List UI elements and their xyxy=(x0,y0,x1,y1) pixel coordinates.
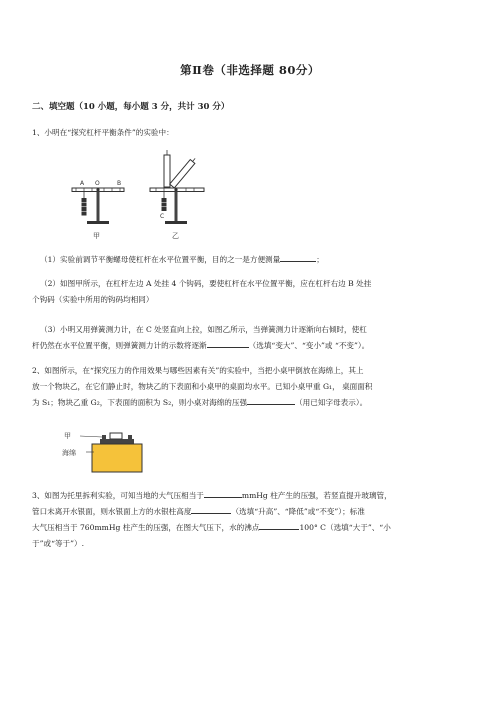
q3-line3: 大气压相当于 760mmHg 柱产生的压强，在图大气压下，水的沸点 100° C（选填“大于”、“小 xyxy=(32,520,477,536)
q1-sub2-line2: 个钩码（实验中所用的钩码均相同） xyxy=(32,295,154,304)
stand-pole-yi xyxy=(175,192,178,222)
answer-blank-q3-3[interactable] xyxy=(259,520,299,530)
label-sponge: 海绵 xyxy=(62,449,76,457)
lever-figure-jia xyxy=(72,180,124,240)
q3-line2: 管口未离开水银面，则水银面上方的水银柱高度 （选填“升高”、“降低”或“不变”）；标准 xyxy=(32,504,477,520)
q3-line1: 3、如图为托里拆利实验，可知当地的大气压相当于 mmHg 柱产生的压强，若竖直提升玻璃管， xyxy=(32,488,477,504)
stand-base-jia xyxy=(87,221,109,224)
section-heading: 二、填空题（10 小题，每小题 3 分，共计 30 分） xyxy=(32,102,230,112)
block-yi xyxy=(110,433,122,439)
answer-blank-q2[interactable] xyxy=(247,395,295,405)
answer-blank-q1-3[interactable] xyxy=(207,338,249,348)
stand-base-yi xyxy=(165,221,187,224)
q1-sub1: （1）实验前调节平衡螺母使杠杆在水平位置平衡，目的之一是方便测量 ； xyxy=(40,252,470,268)
q2-table-sponge-figure xyxy=(62,430,152,475)
part-title: 第Ⅱ卷（非选择题 80分） xyxy=(180,63,320,77)
sponge-block xyxy=(92,444,142,472)
lever-figure-yi xyxy=(150,150,204,240)
label-B: B xyxy=(117,180,122,187)
stand-pole-jia xyxy=(97,192,100,222)
q1-sub3-line2: 杆仍然在水平位置平衡，则弹簧测力计的示数将逐渐 （选填“变大”、“变小”或 “不变”）。 xyxy=(32,338,472,354)
table-jia-top xyxy=(100,439,134,444)
label-yi: 乙 xyxy=(172,232,179,240)
answer-blank-q3-2[interactable] xyxy=(191,504,231,514)
label-A: A xyxy=(80,180,85,187)
answer-blank-q1-1[interactable] xyxy=(280,252,316,262)
q1-stem: 1、小明在“探究杠杆平衡条件”的实验中： xyxy=(32,128,174,137)
q3-line4: 于”或“等于”）. xyxy=(32,539,85,548)
label-O: O xyxy=(95,180,100,187)
q2-line3: 为 S₁；物块乙重 G₂，下表面的面积为 S₂，则小桌对海绵的压强 （用已知字母表示）。 xyxy=(32,395,472,411)
label-C: C xyxy=(160,213,165,220)
label-jia: 甲 xyxy=(93,232,100,240)
q2-line2: 放一个物块乙，在它们静止时，物块乙的下表面和小桌甲的桌面均水平。已知小桌甲重 G₁， 桌面面积 xyxy=(32,382,373,391)
spring-scale-vertical xyxy=(164,155,170,187)
q2-line1: 2、如图所示，在“探究压力的作用效果与哪些因素有关”的实验中，当把小桌甲倒放在海绵上，其上 xyxy=(32,366,364,375)
answer-blank-q3-1[interactable] xyxy=(204,488,242,498)
label-table-jia: 甲 xyxy=(64,432,71,440)
q1-sub2-line1: （2）如图甲所示，在杠杆左边 A 处挂 4 个钩码，要使杠杆在水平位置平衡，应在杠杆右边 B 处挂 xyxy=(40,279,372,288)
spring-scale-tilted xyxy=(170,156,198,187)
q1-sub3-line1: （3）小明又用弹簧测力计，在 C 处竖直向上拉，如图乙所示，当弹簧测力计逐渐向右倾时，使杠 xyxy=(40,325,367,334)
q1-lever-figure xyxy=(60,150,220,245)
